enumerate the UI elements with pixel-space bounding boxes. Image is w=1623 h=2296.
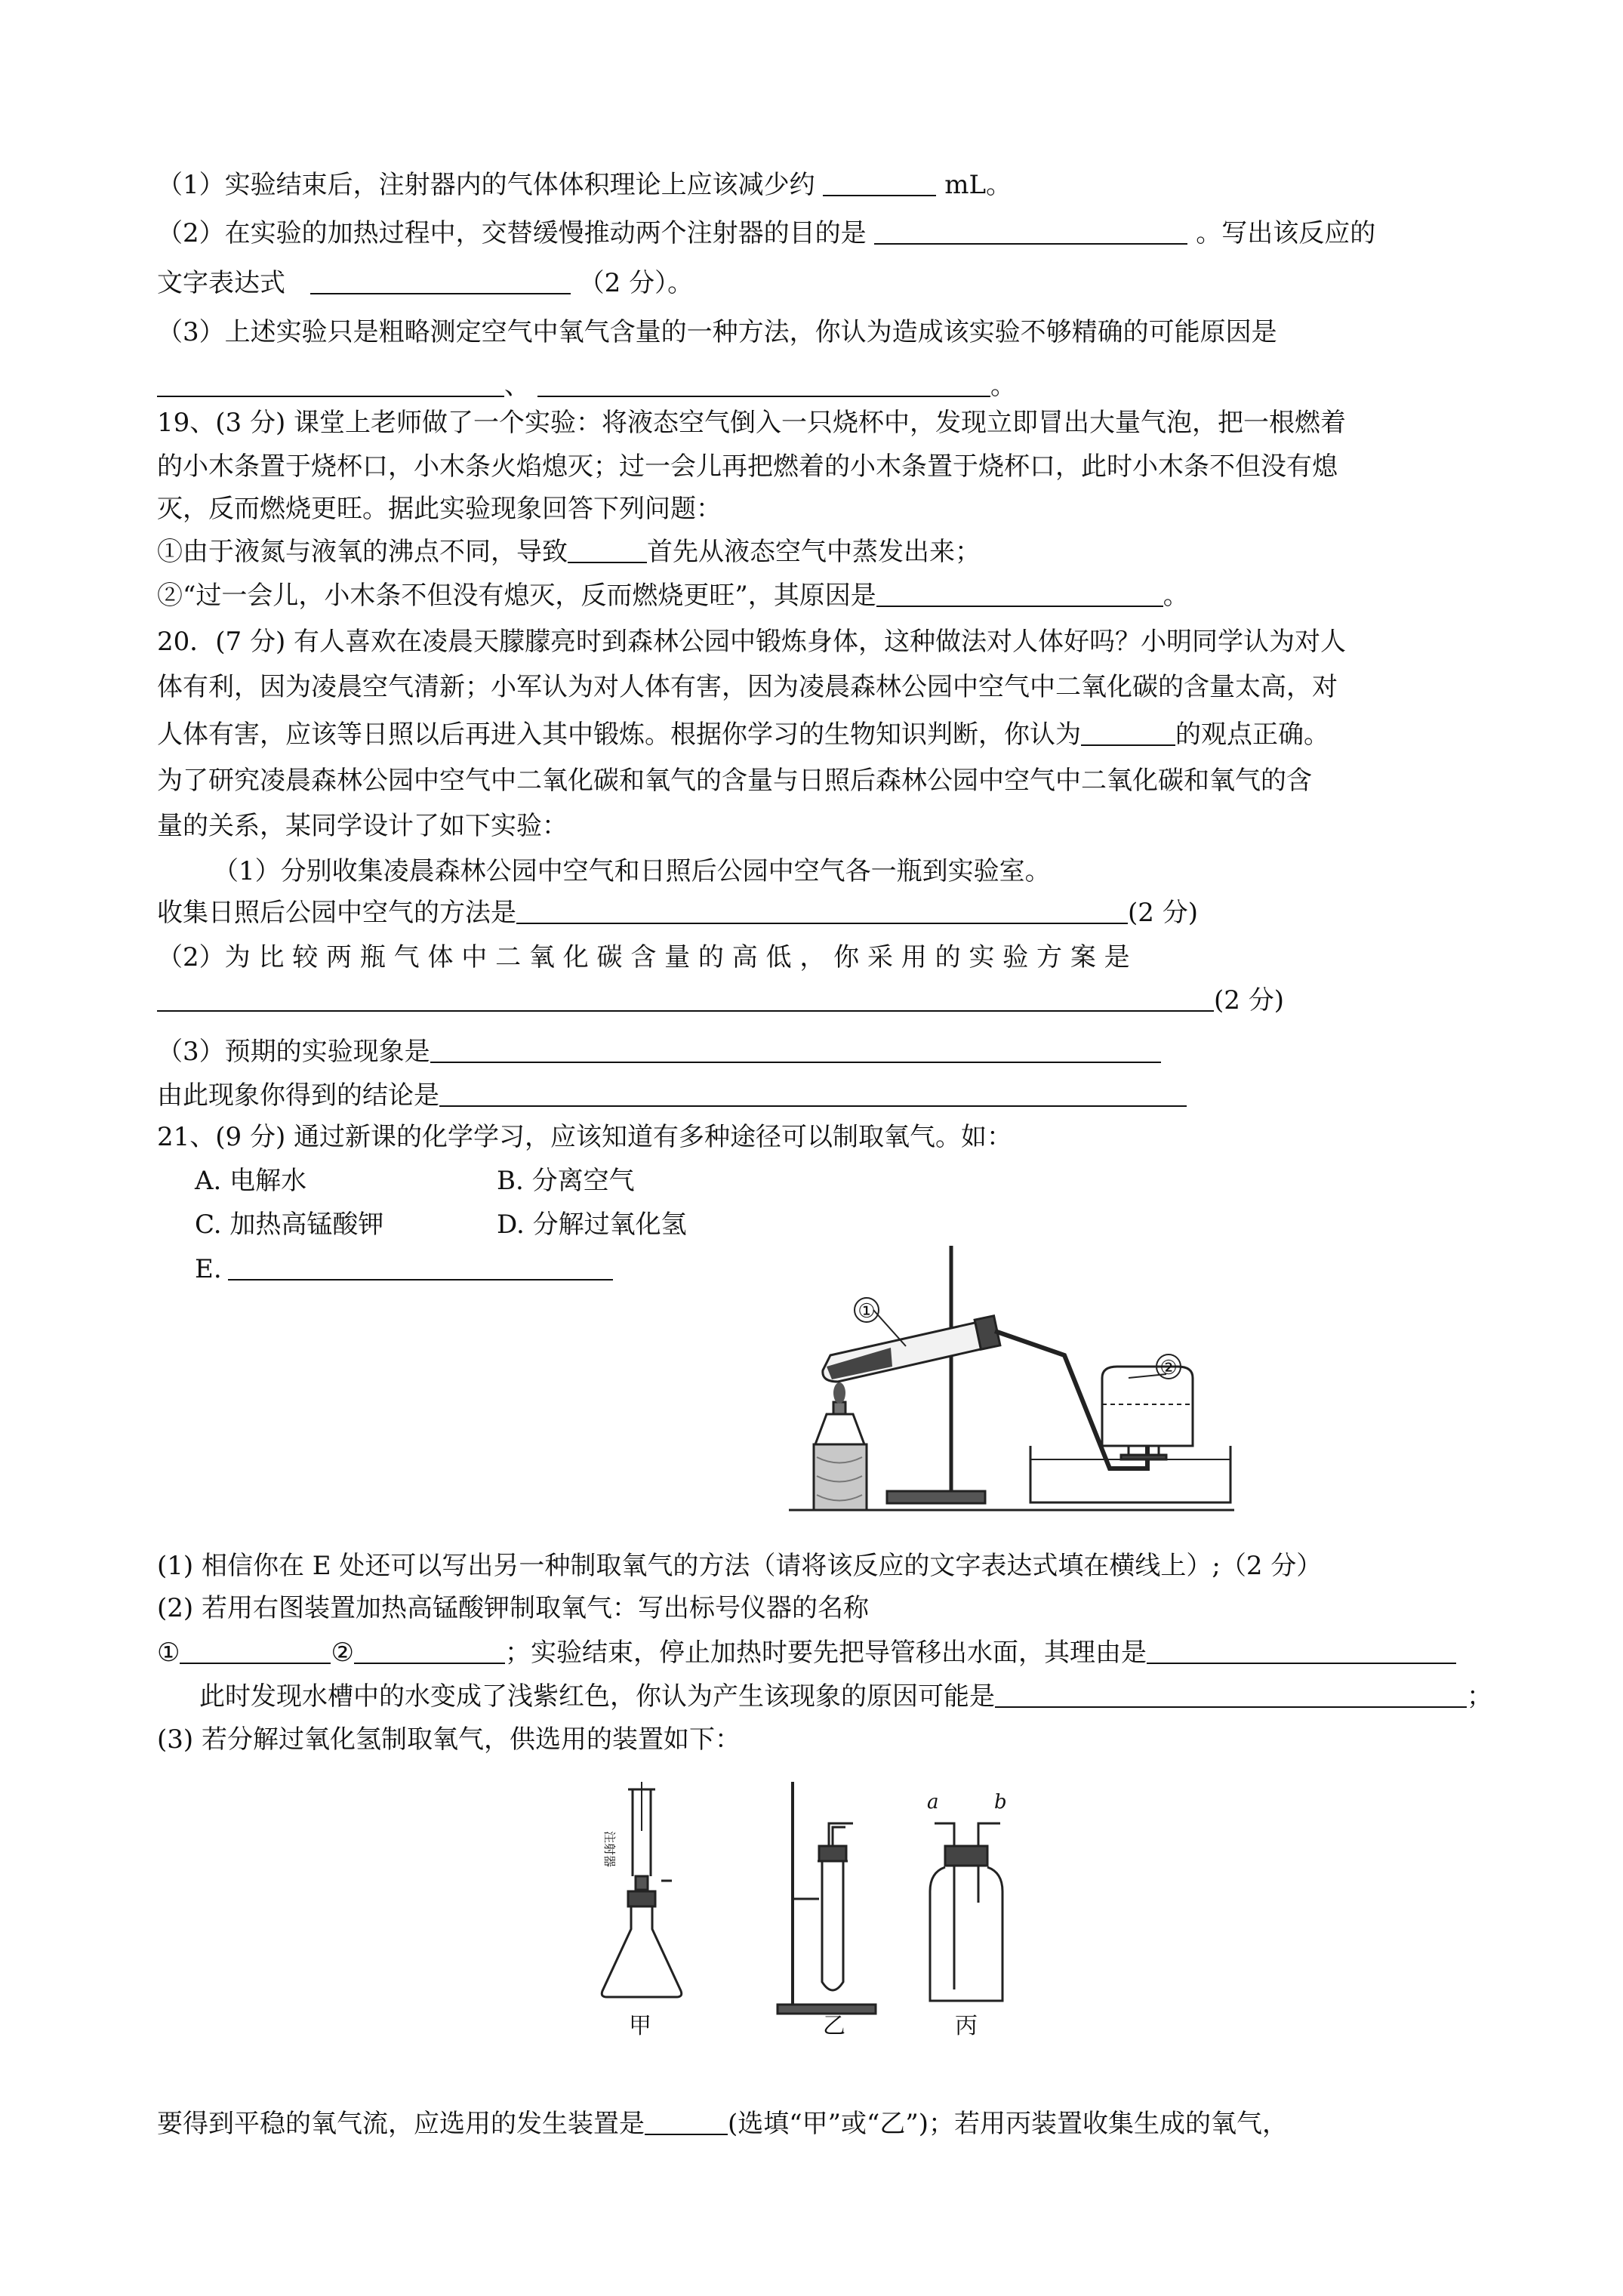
port-a-label: a xyxy=(927,1791,939,1814)
q18-part3-blanks: 、 。 xyxy=(157,368,1016,402)
device-bing-label: 丙 xyxy=(955,2013,978,2039)
answer-blank[interactable] xyxy=(537,368,990,397)
answer-blank[interactable] xyxy=(876,578,1163,607)
q20-step2: （2）为 比 较 两 瓶 气 体 中 二 氧 化 碳 含 量 的 高 低 ， 你 采 用 的 实 验 方 案 是 xyxy=(157,942,1130,972)
answer-blank[interactable] xyxy=(157,368,504,397)
q20-line3: 人体有害，应该等日照以后再进入其中锻炼。根据你学习的生物知识判断，你认为 的观点正确。 xyxy=(157,717,1329,751)
q21-part2-phenomenon: 此时发现水槽中的水变成了浅紫红色，你认为产生该现象的原因可能是 ； xyxy=(199,1679,1492,1713)
answer-blank[interactable] xyxy=(1147,1635,1456,1664)
q21-part3-question: 要得到平稳的氧气流，应选用的发生装置是 (选填“甲”或“乙”)；若用丙装置收集生成的氧气， xyxy=(157,2106,1288,2140)
q21-option-d: D. 分解过氧化氢 xyxy=(497,1210,687,1240)
answer-blank[interactable] xyxy=(516,895,1128,924)
q20-step1-method: 收集日照后公园中空气的方法是 (2 分) xyxy=(157,895,1198,929)
q20-step2-blank: (2 分) xyxy=(157,983,1284,1017)
answer-blank[interactable] xyxy=(995,1679,1467,1708)
q21-option-b: B. 分离空气 xyxy=(497,1166,635,1196)
q20-line1: 20．(7 分) 有人喜欢在凌晨天朦朦亮时到森林公园中锻炼身体，这种做法对人体好吗？小明同学认为对人 xyxy=(157,627,1347,657)
q21-option-c: C. 加热高锰酸钾 xyxy=(195,1210,384,1240)
port-b-label: b xyxy=(994,1791,1007,1814)
q20-step3-conclusion: 由此现象你得到的结论是 xyxy=(157,1078,1187,1112)
q18-part3: （3）上述实验只是粗略测定空气中氧气含量的一种方法，你认为造成该实验不够精确的可能原因是 xyxy=(157,317,1277,347)
q19-sub1: ①由于液氮与液氧的沸点不同，导致 首先从液态空气中蒸发出来； xyxy=(157,535,981,569)
q21-part2: (2) 若用右图装置加热高锰酸钾制取氧气：写出标号仪器的名称 xyxy=(157,1593,869,1623)
q19-sub2: ②“过一会儿，小木条不但没有熄灭，反而燃烧更旺”，其原因是 。 xyxy=(157,578,1189,612)
answer-blank[interactable] xyxy=(354,1635,505,1664)
q19-line1: 19、(3 分) 课堂上老师做了一个实验：将液态空气倒入一只烧杯中，发现立即冒出大量气泡，把一根燃着 xyxy=(157,408,1347,438)
answer-blank[interactable] xyxy=(439,1078,1187,1107)
label-2: ② xyxy=(1160,1357,1178,1379)
answer-blank[interactable] xyxy=(645,2106,728,2135)
q20-line2: 体有利，因为凌晨空气清新；小军认为对人体有害，因为凌晨森林公园中空气中二氧化碳的含量太高，对 xyxy=(157,672,1338,702)
q21-option-e: E. xyxy=(195,1252,613,1286)
q20-line4: 为了研究凌晨森林公园中空气中二氧化碳和氧气的含量与日照后森林公园中空气中二氧化碳和氧气的含 xyxy=(157,766,1312,796)
q19-line2: 的小木条置于烧杯口，小木条火焰熄灭；过一会儿再把燃着的小木条置于烧杯口，此时小木条不但没有熄 xyxy=(157,451,1338,482)
answer-blank[interactable] xyxy=(874,216,1187,245)
q20-step1: （1）分别收集凌晨森林公园中空气和日照后公园中空气各一瓶到实验室。 xyxy=(213,856,1051,886)
device-jia-label: 甲 xyxy=(629,2013,651,2039)
answer-blank[interactable] xyxy=(568,535,647,563)
answer-blank[interactable] xyxy=(310,266,571,294)
q18-part1: （1）实验结束后，注射器内的气体体积理论上应该减少约 mL。 xyxy=(157,168,1012,202)
q19-line3: 灭，反而燃烧更旺。据此实验现象回答下列问题： xyxy=(157,494,722,524)
answer-blank[interactable] xyxy=(180,1635,331,1664)
device-options-figure xyxy=(589,1778,1087,2039)
q21-option-a: A. 电解水 xyxy=(195,1166,307,1196)
q21-part1: (1) 相信你在 E 处还可以写出另一种制取氧气的方法（请将该反应的文字表达式填在横线上）;（2 分） xyxy=(157,1551,1323,1581)
oxygen-apparatus-figure xyxy=(785,1242,1238,1518)
label-1: ① xyxy=(858,1300,876,1323)
q18-part2-expression: 文字表达式 （2 分）。 xyxy=(157,266,693,300)
q18-part2: （2）在实验的加热过程中，交替缓慢推动两个注射器的目的是 。写出该反应的 xyxy=(157,216,1375,250)
q20-line5: 量的关系，某同学设计了如下实验： xyxy=(157,811,568,841)
q21-intro: 21、(9 分) 通过新课的化学学习，应该知道有多种途径可以制取氧气。如： xyxy=(157,1122,1013,1152)
q20-step3: （3）预期的实验现象是 xyxy=(157,1034,1161,1068)
syringe-label: 注射器 xyxy=(602,1831,617,1868)
answer-blank[interactable] xyxy=(157,983,1214,1012)
answer-blank[interactable] xyxy=(228,1252,613,1281)
answer-blank[interactable] xyxy=(1081,717,1175,746)
device-yi-label: 乙 xyxy=(823,2013,845,2039)
q21-part3: (3) 若分解过氧化氢制取氧气，供选用的装置如下： xyxy=(157,1724,741,1755)
answer-blank[interactable] xyxy=(430,1034,1161,1063)
q21-part2-blanks: ① ② ；实验结束，停止加热时要先把导管移出水面，其理由是 xyxy=(157,1635,1456,1669)
answer-blank[interactable] xyxy=(823,168,936,196)
